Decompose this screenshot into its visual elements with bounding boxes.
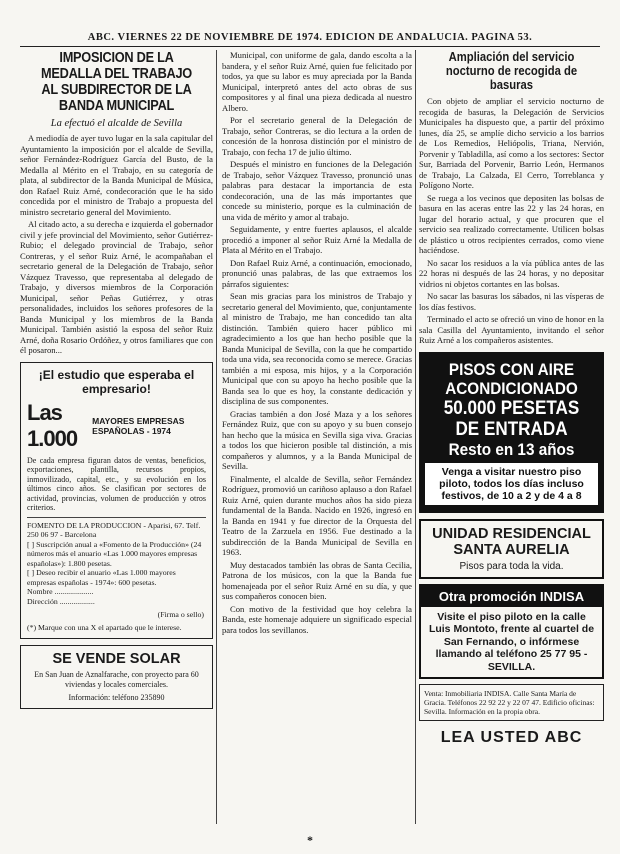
article-paragraph: Con objeto de ampliar el servicio nocturno de recogida de basuras, la Delegación de Servicios Municipales ha dispuesto que, a partir del próximo lunes, día 25, se amplíe dicho servicio a los barrios de Los Remedios, Heliópolis, Triana, Nervión, Porvenir y Tabladilla, así como a los sectores: Sector Sur, Barriada del Porvenir, Barrio León, Hermanos de Trabajo, La Calzada, El Cerro, Torreblanca y Polígono Norte. xyxy=(419,96,604,190)
article-paragraph: Por el secretario general de la Delegación de Trabajo, señor Contreras, se dio lectura a la orden de concesión de la honrosa distinción por el ministro de Trabajo, con fecha 17 de julio último. xyxy=(222,115,412,157)
ad-indisa xyxy=(419,584,604,680)
footer-mark: * xyxy=(307,833,313,847)
ad-estudio-title xyxy=(27,400,206,452)
article-paragraph: A mediodía de ayer tuvo lugar en la sala capitular del Ayuntamiento la imposición por el alcalde de Sevilla, señor Fernández-Rodríguez García del Busto, de la Medalla al Mérito en el Trabajo, en su categoría de plata, al subdirector de la Banda Municipal de Música, don Rafael Ruiz Arné, condecoración que le ha sido concedida por el ministro de Trabajo a propuesta del ministro secretario general del Movimiento. xyxy=(20,133,213,217)
article-paragraph: Don Rafael Ruiz Arné, a continuación, emocionado, pronunció unas palabras, de las que extraemos los párrafos siguientes: xyxy=(222,257,412,289)
coupon-note: (*) Marque con una X el apartado que le interese. xyxy=(27,623,182,632)
ad-solar-details: En San Juan de Aznalfarache, con proyecto para 60 viviendas y locales comerciales. xyxy=(34,669,199,689)
article-paragraph: Después el ministro en funciones de la Delegación de Trabajo, señor Vázquez Travesso, pronunció unas palabras para destacar la importancia de esta condecoración, una de las más importantes que concede su ministerio, porque es la culminación de una vida de mérito y amor al trabajo. xyxy=(222,159,412,222)
article-paragraph: Gracias también a don José Maza y a los señores Fernández Ruiz, que con su apoyo y su buen consejo han hecho que la música en Sevilla siga viva. Gracias a todos los que hicieron posible tal distinción, a mis compañeros y alumnos, y a la Banda Municipal de Sevilla. xyxy=(222,408,412,471)
article-paragraph: Terminado el acto se ofreció un vino de honor en la sala Casilla del Ayuntamiento, invitando el señor Ruiz Arné a los compañeros asistentes. xyxy=(419,314,604,345)
article-paragraph: Se ruega a los vecinos que depositen las bolsas de basura en las aceras entre las 22 y las 24 horas, en lugar del horario actual, y que procuren que el servicio sea realizado correctamente. Utilicen bolsas de plástico u otros recipientes cerrados, como viene haciéndose. xyxy=(419,192,604,255)
ad-aurelia-title: UNIDAD RESIDENCIAL SANTA AURELIA xyxy=(432,525,591,558)
coupon-line: [ ] Deseo recibir el anuario «Las 1.000 mayores empresas españolas - 1974»: 600 pesetas. xyxy=(27,568,176,587)
ad-aurelia xyxy=(419,519,604,579)
article-subhead: La efectuó el alcalde de Sevilla xyxy=(50,118,183,129)
ad-aurelia-tagline: Pisos para toda la vida. xyxy=(459,560,564,572)
ad-estudio xyxy=(20,362,213,639)
ad-indisa-visit: Visite el piso piloto en la calle Luis Montoto, frente al cuartel de San Fernando, o infórmese llamando al teléfono 25 77 95 - SEVILLA. xyxy=(428,610,595,673)
header-rule xyxy=(20,46,600,47)
coupon-line: Dirección .................. xyxy=(27,596,95,606)
article-paragraph: Sean mis gracias para los ministros de Trabajo y secretario general del Movimiento, que, conjuntamente al ministro de Trabajo, me han concedido tan alta distinción. También quiero hacer público mi agradecimiento a los que han hecho posible que la Banda Municipal de Sevilla, con la que he compartido toda una vida, sea reconocida como se merece. Gracias también a mi esposa, mis hijos, y a la Corporación Municipal que con su apoyo ha hecho posible que la Banda sea lo que es hoy, la constante dedicación y disciplina de sus componentes. xyxy=(222,291,412,406)
ad-solar-phone: Información: teléfono 235890 xyxy=(68,692,165,702)
column-divider xyxy=(415,50,416,824)
article-paragraph: Seguidamente, y entre fuertes aplausos, el alcalde procedió a imponer al señor Ruiz Arné la Medalla de Plata al Mérito en el Trabajo. xyxy=(222,224,412,255)
ad-estudio-coupon xyxy=(27,517,206,633)
coupon-line: [ ] Suscripción anual a «Fomento de la Producción» (24 números más el anuario «Las 1.000 mayores empresas españolas»): 1.800 pesetas. xyxy=(27,539,202,568)
coupon-line: FOMENTO DE LA PRODUCCION - Aparisi, 67. Telf. 250 06 97 - Barcelona xyxy=(27,520,201,539)
article-paragraph: Al citado acto, a su derecha e izquierda el gobernador civil y jefe provincial del Movimiento, señor Gutiérrez-Rubio; el delegado provincial de Trabajo, señor Contreras, y el señor Ruiz Arné, le acompañaban el secretario general de la Delegación de Trabajo, señor Vázquez Travesso, que representaba al delegado de Trabajo, y diversos miembros de la Corporación Municipal, señor Peñas Gutiérrez, y otras personalidades, incluidos los señores profesores de la Banda Municipal y los miembros de la Banda Municipal. También asistió la esposa del señor Ruiz Arné, doña Rosario Ordóñez, y otros familiares que con él posaron... xyxy=(20,219,213,355)
article-headline: IMPOSICION DE LA MEDALLA DEL TRABAJO AL SUBDIRECTOR DE LA BANDA MUNICIPAL xyxy=(41,50,192,114)
column-left xyxy=(20,50,213,826)
coupon-line: Nombre .................... xyxy=(27,587,94,596)
ad-estudio-label: MAYORES EMPRESAS ESPAÑOLAS - 1974 xyxy=(92,415,185,436)
ad-solar xyxy=(20,645,213,709)
ad-pisos-line2: 50.000 PESETAS DE ENTRADA xyxy=(443,397,580,440)
column-right xyxy=(419,50,604,826)
article-paragraph: Muy destacados también las obras de Santa Cecilia, Patrona de los músicos, con la que la Banda fue homenajeada por el señor Ruiz Arné en su día, y que sus compañeros conocen bien. xyxy=(222,559,412,601)
ad-estudio-headline: ¡El estudio que esperaba el empresario! xyxy=(38,367,195,396)
article-headline: Ampliación del servicio nocturno de recogida de basuras xyxy=(445,50,578,92)
column-divider xyxy=(216,50,217,824)
page-header: ABC. VIERNES 22 DE NOVIEMBRE DE 1974. EDICION DE ANDALUCIA. PAGINA 53. xyxy=(87,32,533,43)
ad-indisa-promo: Otra promoción INDISA xyxy=(421,586,602,607)
article-paragraph: No sacar los residuos a la vía pública antes de las 22 horas ni después de las 24 horas, y no depositar vidrios ni objetos cortantes en las bolsas. xyxy=(419,257,604,289)
ad-pisos-line1: PISOS CON AIRE ACONDICIONADO xyxy=(445,359,578,398)
ad-estudio-description: De cada empresa figuran datos de ventas, beneficios, exportaciones, plantilla, recursos propios, inmovilizado, capital, etc., y su evolución en los últimos cinco años. Se clasifican por sectores de actividad, provincias, volumen de producción y otros criterios. xyxy=(27,455,206,512)
article-paragraph: No sacar las basuras los sábados, ni las vísperas de los días festivos. xyxy=(419,291,604,312)
column-middle xyxy=(222,50,412,826)
ad-abc: LEA USTED ABC xyxy=(440,729,583,746)
article-paragraph: Finalmente, el alcalde de Sevilla, señor Fernández Rodríguez, promovió un cariñoso aplauso a don Rafael Ruiz Arné, quien durante muchos años ha sido pieza fundamental de la Banda. Nacido en 1926, ingresó en la Banda en 1941 y fue director de la Orquesta del Teatro de la Zarzuela en 1956. Fue destinado a la subdirección de la Banda Municipal de Sevilla en 1963. xyxy=(222,473,412,557)
coupon-signature: (Firma o sello) xyxy=(157,610,204,619)
ad-pisos-line3: Resto en 13 años xyxy=(448,439,575,459)
ad-pisos-visit: Venga a visitar nuestro piso piloto, todos los días incluso festivos, de 10 a 2 y de 4 a 8 xyxy=(425,463,598,505)
ad-solar-headline: SE VENDE SOLAR xyxy=(52,650,181,667)
ad-estudio-number: Las 1.000 xyxy=(27,399,78,451)
ad-pisos xyxy=(419,352,604,513)
article-paragraph: Municipal, con uniforme de gala, dando escolta a la bandera, y el señor Ruiz Arné, quien fue felicitado por todos, ya que su labor es muy apreciada por la Banda Municipal, interpretó antes del acto obras de sus compositores y al final una pieza dedicada al nuestro Albero. xyxy=(222,50,412,113)
ad-indisa-info: Venta: Inmobiliaria INDISA. Calle Santa María de Gracia. Teléfonos 22 92 22 y 22 07 47. Edificio oficinas: Sevilla. Información en la propia obra. xyxy=(419,684,604,721)
article-paragraph: Con motivo de la festividad que hoy celebra la Banda, este homenaje adquiere un significado especial para todos los sevillanos. xyxy=(222,603,412,635)
